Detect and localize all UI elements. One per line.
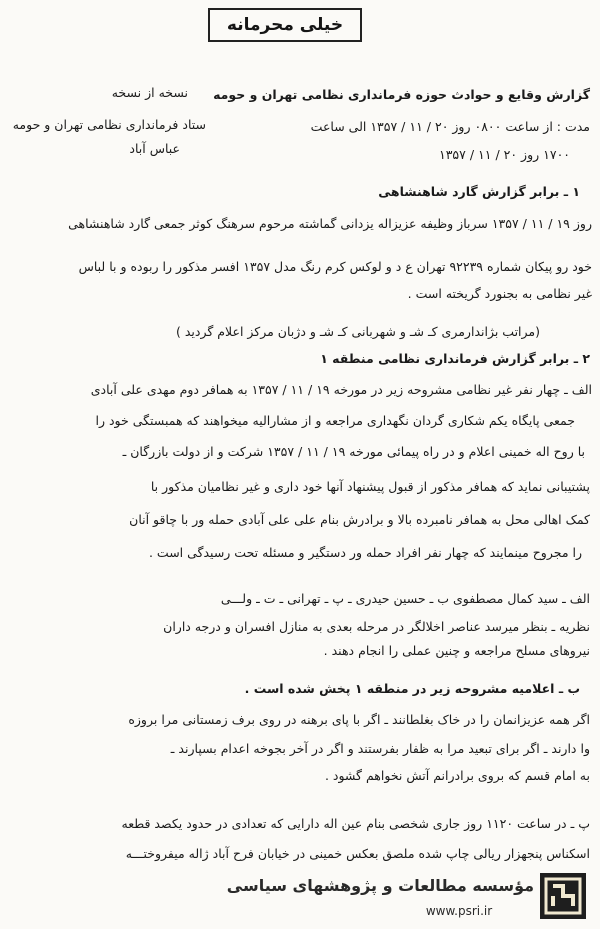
section2-line: را مجروح مینمایند که چهار نفر افراد حمله ور دستگیر و مسئله تحت رسیدگی است . xyxy=(148,545,582,560)
issuing-office-line: ستاد فرمانداری نظامی تهران و حومه xyxy=(12,117,206,132)
institute-website: www.psri.ir xyxy=(425,904,493,918)
section1-note: (مراتب بژاندارمری کـ شـ و شهربانی کـ شـ و دژبان مرکز اعلام گردید ) xyxy=(176,324,540,339)
section2-line: پشتیبانی نماید که همافر مذکور از قبول پیشنهاد آنها خود داری و غیر نظامیان مذکور با xyxy=(150,479,590,494)
section2-b-line: به امام قسم که بروی برادرانم آتش نخواهم گشود . xyxy=(324,768,590,783)
section2-names: الف ـ سید کمال مصطفوی ب ـ حسین حیدری ـ پ ـ تهرانی ـ ت ـ ولـــی xyxy=(220,591,590,606)
section1-heading: ۱ ـ برابر گزارش گارد شاهنشاهی xyxy=(378,184,580,199)
section2-line: جمعی پایگاه یکم شکاری گردان نگهداری مراجعه و از مشارالیه میخواهند که همبستگی خود را xyxy=(95,413,575,428)
section2-b-line: اگر همه عزیزانمان را در خاک بغلطانند ـ اگر با پای برهنه در روی برف زمستانی مرا بروزه xyxy=(128,712,590,727)
section2-line: کمک اهالی محل به همافر نامبرده بالا و برادرش بنام علی علی آبادی حمله ور با چاقو آنان xyxy=(129,512,590,527)
classification-stamp: خیلی محرمانه xyxy=(208,8,362,42)
section1-line: غیر نظامی به بجنورد گریخته است . xyxy=(407,286,592,301)
section2-line: با روح اله خمینی اعلام و در راه پیمائی مورخه ۱۹ / ۱۱ / ۱۳۵۷ شرکت و از دولت بازرگان ـ xyxy=(122,444,585,459)
section2-opinion-line: نظریه ـ بنظر میرسد عناصر اخلالگر در مرحله بعدی به منازل افسران و درجه داران xyxy=(163,619,590,634)
report-period-line1: مدت : از ساعت ۰۸۰۰ روز ۲۰ / ۱۱ / ۱۳۵۷ الی ساعت xyxy=(310,119,590,134)
institute-logo-icon xyxy=(540,873,586,919)
section2-b-line: وا دارند ـ اگر برای تبعید مرا به ظفار بفرستند و اگر در آخر بجوخه اعدام بسپارند ـ xyxy=(170,741,590,756)
section1-line: خود رو پیکان شماره ۹۲۲۳۹ تهران ع د و لوکس کرم رنگ مدل ۱۳۵۷ افسر مذکور را ربوده و با لباس xyxy=(78,259,592,274)
report-title: گزارش وقایع و حوادث حوزه فرمانداری نظامی تهران و حومه xyxy=(213,87,590,102)
section2-b-heading: ب ـ اعلامیه مشروحه زیر در منطقه ۱ پخش شده است . xyxy=(244,681,580,696)
copy-number-line: نسخه از نسخه xyxy=(111,85,188,100)
section2-p-line: پ ـ در ساعت ۱۱۲۰ روز جاری شخصی بنام عین اله دارایی که تعدادی در حدود یکصد قطعه xyxy=(121,816,590,831)
office-location-line: عباس آباد xyxy=(129,141,180,156)
report-period-line2: ۱۷۰۰ روز ۲۰ / ۱۱ / ۱۳۵۷ xyxy=(439,147,570,162)
section1-line: روز ۱۹ / ۱۱ / ۱۳۵۷ سرباز وظیفه عزیزاله یزدانی گماشته مرحوم سرهنگ کوثر جمعی گارد شاهنشاهی xyxy=(68,216,592,231)
section2-p-line: اسکناس پنجهزار ریالی چاپ شده ملصق بعکس خمینی در خیابان فرح آباد ژاله میفروختـــه xyxy=(125,846,590,861)
section2-heading: ۲ ـ برابر گزارش فرمانداری نظامی منطقه ۱ xyxy=(320,351,590,366)
section2-opinion-line: نیروهای مسلح مراجعه و چنین عملی را انجام دهند . xyxy=(323,643,590,658)
section2-line: الف ـ چهار نفر غیر نظامی مشروحه زیر در مورخه ۱۹ / ۱۱ / ۱۳۵۷ به همافر دوم مهدی علی آبادی xyxy=(90,382,592,397)
institute-watermark: مؤسسه مطالعات و پژوهشهای سیاسی xyxy=(226,876,534,895)
